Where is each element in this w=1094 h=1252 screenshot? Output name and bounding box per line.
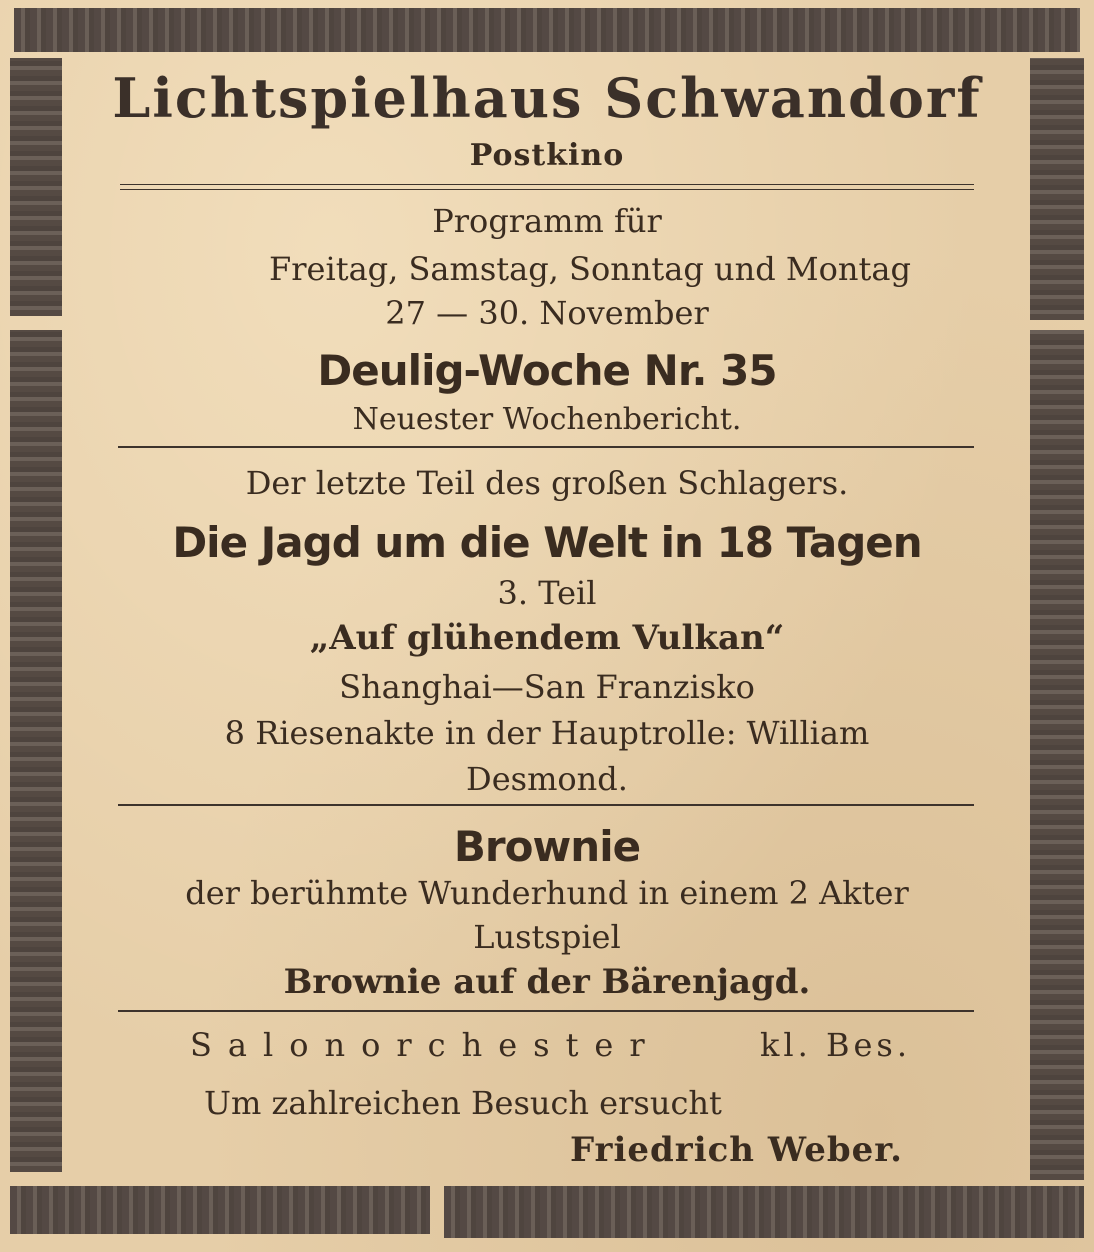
serial-subtitle: „Auf glühendem Vulkan“: [309, 618, 785, 658]
border-top: [14, 8, 1080, 52]
orchestra-label: Salonorchester: [190, 1026, 661, 1064]
newsreel-divider: [118, 446, 974, 448]
serial-intro: Der letzte Teil des großen Schlagers.: [245, 464, 849, 502]
program-days: Freitag, Samstag, Sonntag und Montag: [269, 250, 911, 288]
orchestra-note: kl. Bes.: [760, 1026, 912, 1064]
border-bottom-left: [10, 1186, 430, 1234]
serial-part: 3. Teil: [497, 574, 597, 612]
border-bottom-right: [444, 1186, 1084, 1238]
border-right-lower: [1030, 330, 1084, 1180]
border-right-upper: [1030, 58, 1084, 320]
header-divider: [120, 184, 974, 185]
program-dates: 27 — 30. November: [385, 294, 709, 332]
comedy-description: der berühmte Wunderhund in einem 2 Akter: [185, 874, 909, 912]
comedy-genre: Lustspiel: [473, 918, 621, 956]
serial-cast: 8 Riesenakte in der Hauptrolle: William: [224, 714, 870, 752]
cinema-title: Lichtspielhaus Schwandorf: [112, 66, 982, 130]
serial-cast-name: Desmond.: [466, 760, 628, 798]
serial-divider: [118, 804, 974, 806]
closing-request: Um zahlreichen Besuch ersucht: [204, 1084, 722, 1122]
comedy-divider: [118, 1010, 974, 1012]
border-left-upper: [10, 58, 62, 316]
program-label: Programm für: [432, 202, 662, 240]
signature: Friedrich Weber.: [570, 1130, 903, 1170]
cinema-subtitle: Postkino: [469, 138, 625, 173]
serial-route: Shanghai—San Franzisko: [339, 668, 755, 706]
comedy-film-title: Brownie auf der Bärenjagd.: [283, 962, 811, 1002]
serial-title: Die Jagd um die Welt in 18 Tagen: [172, 518, 922, 567]
newsreel-title: Deulig-Woche Nr. 35: [317, 346, 777, 395]
newsreel-subtitle: Neuester Wochenbericht.: [352, 402, 742, 437]
comedy-title: Brownie: [453, 822, 641, 871]
border-left-lower: [10, 330, 62, 1172]
